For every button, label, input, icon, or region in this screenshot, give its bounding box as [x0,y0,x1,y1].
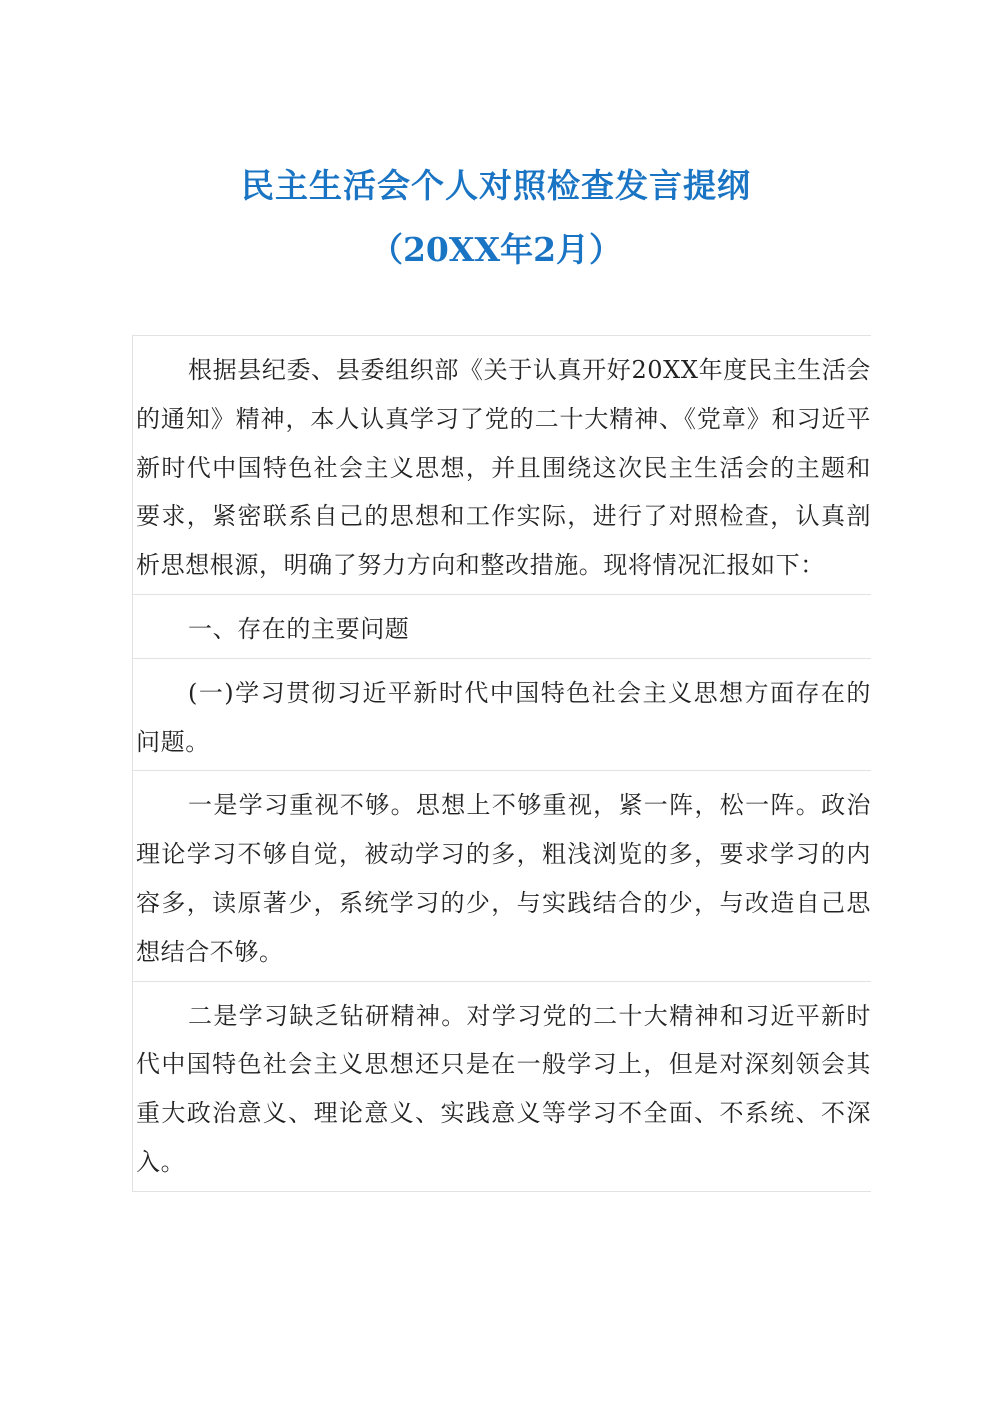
paragraph-block [133,981,871,1192]
document-subtitle: （20XX年2月） [369,230,623,269]
document-body [132,335,871,1192]
paragraph-block [133,594,871,658]
document-title: 民主生活会个人对照检查发言提纲 [241,166,751,205]
paragraph-block [133,335,871,594]
subsection-heading: (一)学习贯彻习近平新时代中国特色社会主义思想方面存在的问题。 [136,678,871,756]
section-heading: 一、存在的主要问题 [188,614,410,643]
body-paragraph: 二是学习缺乏钻研精神。对学习党的二十大精神和习近平新时代中国特色社会主义思想还只是在一般学习上，但是对深刻领会其重大政治意义、理论意义、实践意义等学习不全面、不系统、不深入。 [136,1001,871,1176]
body-paragraph: 一是学习重视不够。思想上不够重视，紧一阵，松一阵。政治理论学习不够自觉，被动学习的多，粗浅浏览的多，要求学习的内容多，读原著少，系统学习的少，与实践结合的少，与改造自己思想结合不够。 [136,791,871,966]
paragraph-block [133,658,871,771]
intro-paragraph: 根据县纪委、县委组织部《关于认真开好20XX年度民主生活会的通知》精神，本人认真学习了党的二十大精神、《党章》和习近平新时代中国特色社会主义思想，并且围绕这次民主生活会的主题和要求，紧密联系自己的思想和工作实际，进行了对照检查，认真剖析思想根源，明确了努力方向和整改措施。现将情况汇报如下： [136,356,871,580]
paragraph-block [133,770,871,980]
